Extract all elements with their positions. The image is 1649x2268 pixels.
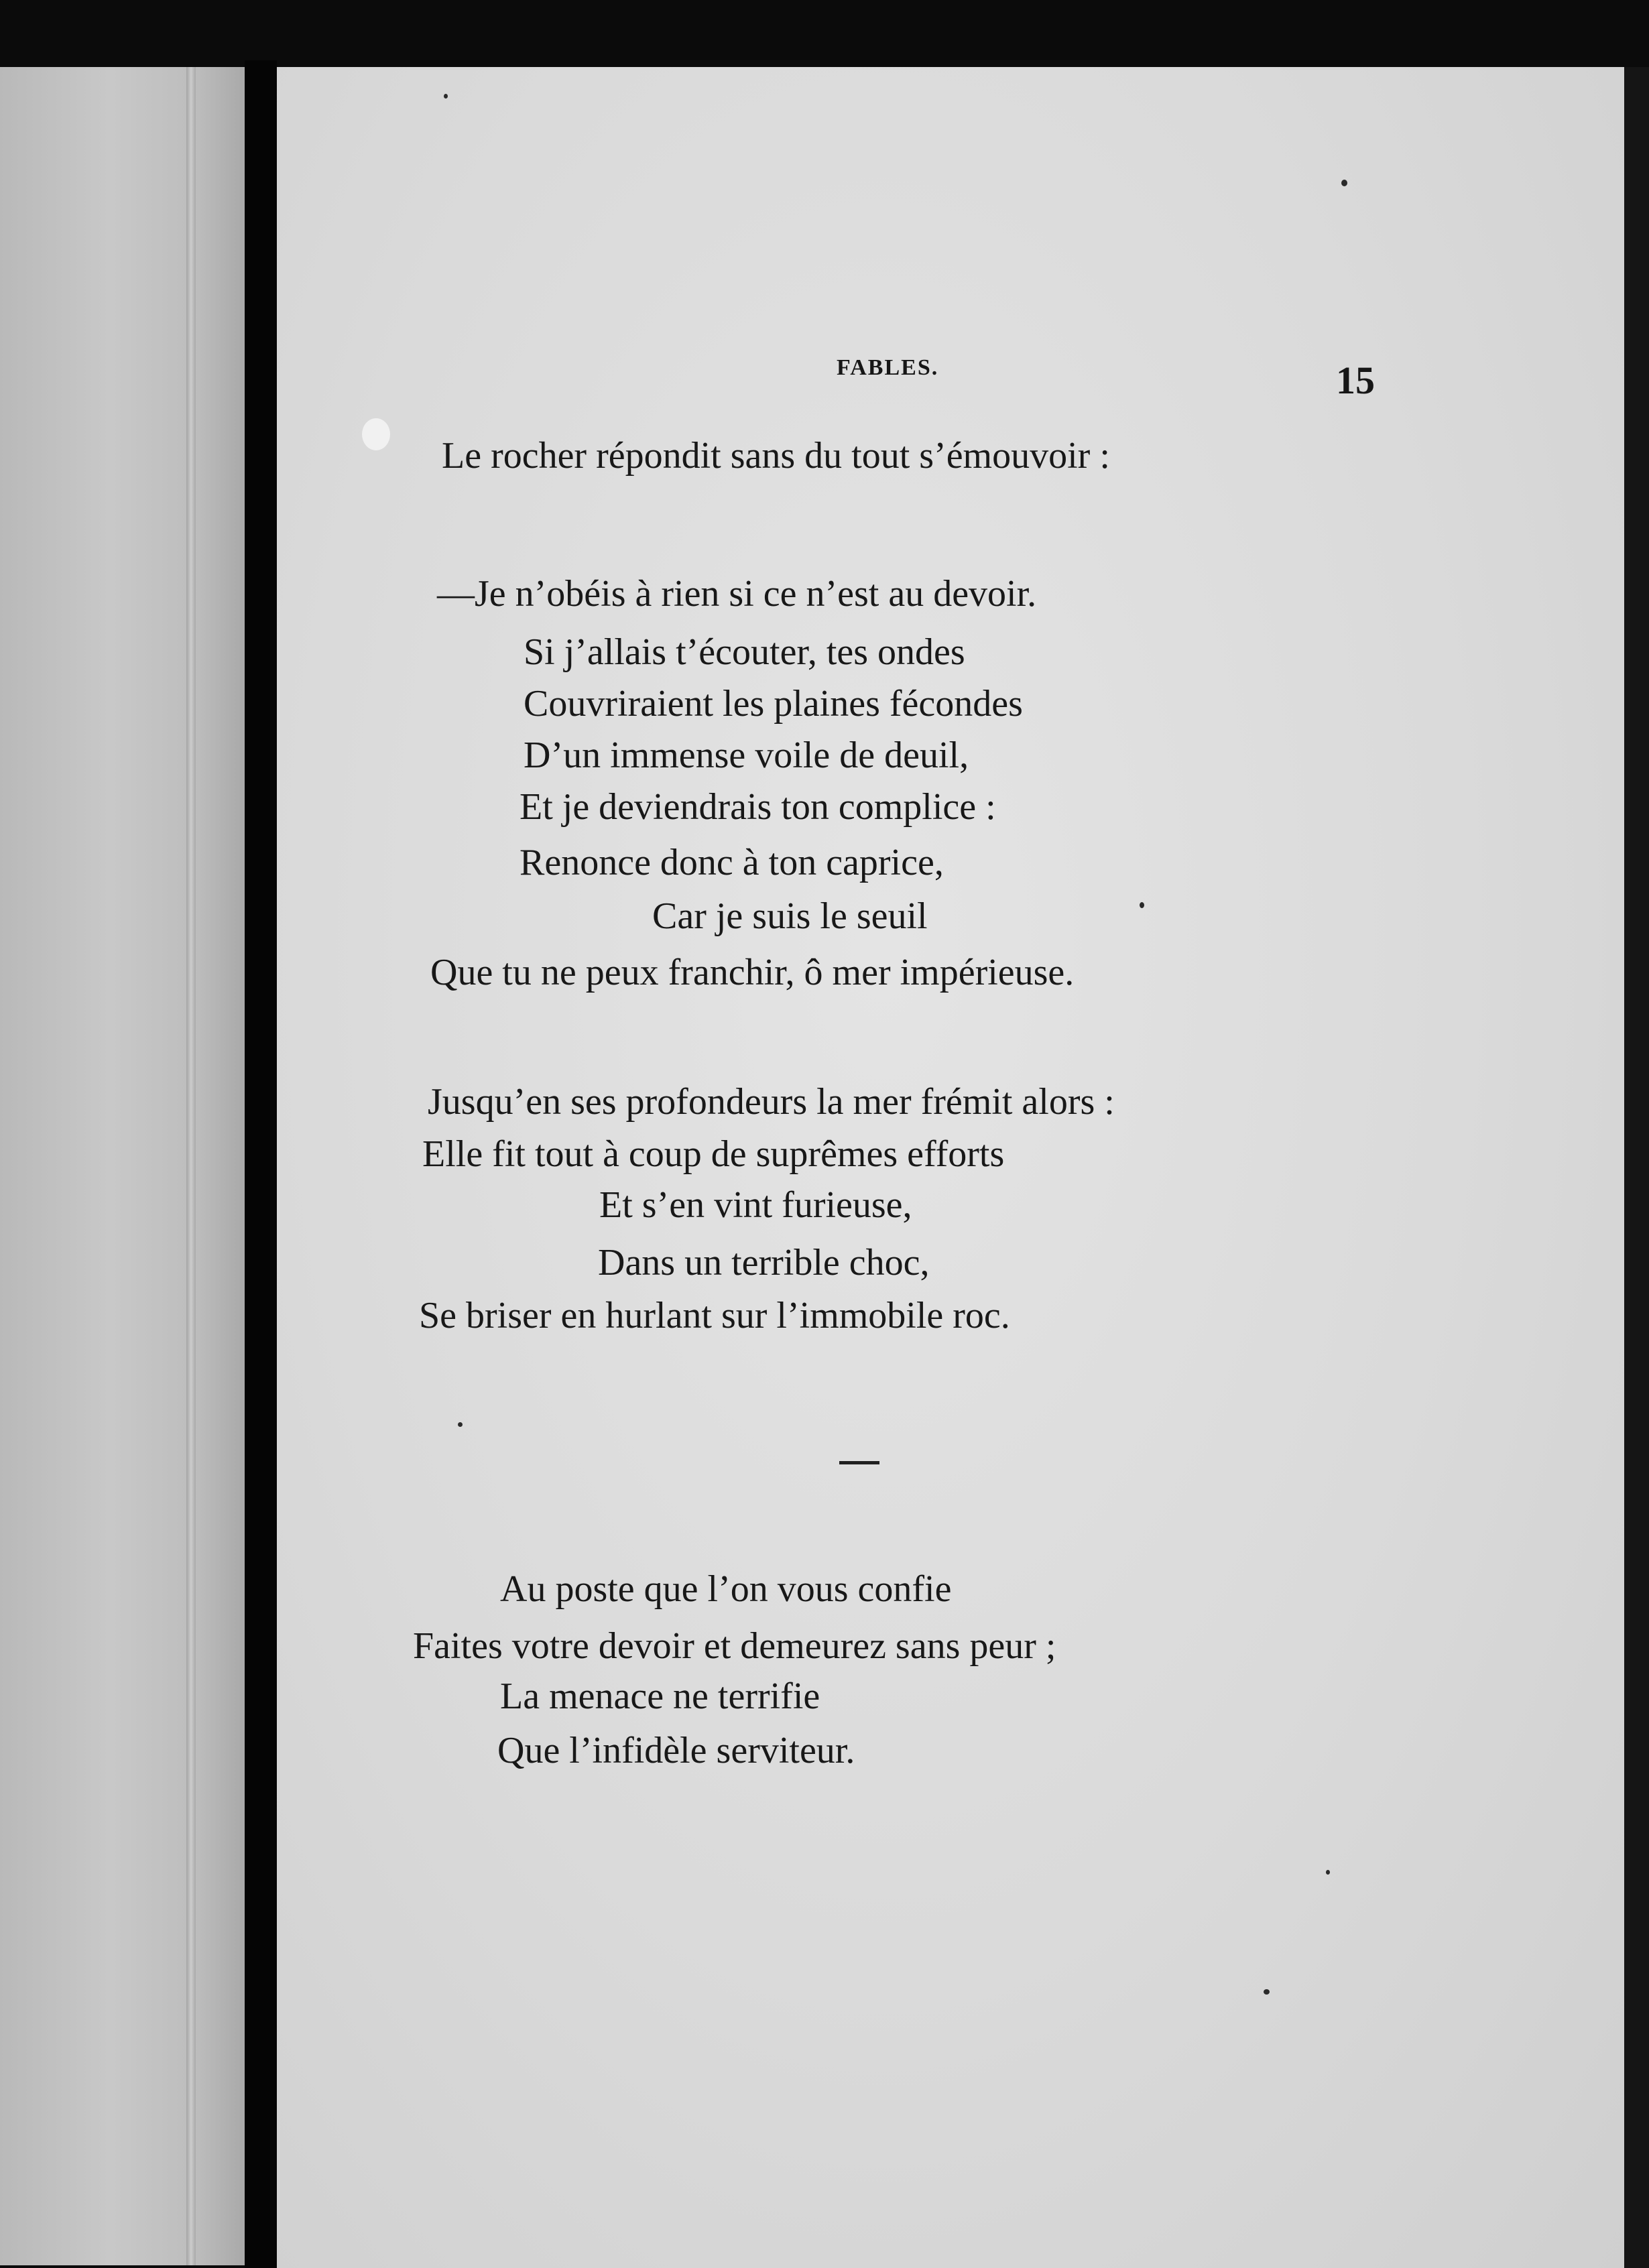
dust-speck <box>444 94 448 99</box>
verse-line: Car je suis le seuil <box>652 895 928 937</box>
scan-border <box>1624 67 1649 2268</box>
verse-line: Renonce donc à ton caprice, <box>520 842 944 883</box>
verse-line: Et je deviendrais ton complice : <box>520 786 996 828</box>
verse-line: Couvriraient les plaines fécondes <box>524 683 1023 724</box>
section-divider <box>839 1461 879 1464</box>
verse-line: —Je n’obéis à rien si ce n’est au devoir. <box>437 573 1037 615</box>
running-title: FABLES. <box>837 355 939 380</box>
dust-speck <box>1264 1989 1270 1995</box>
page-fold-shadow <box>186 67 196 2265</box>
verse-line: La menace ne terrifie <box>500 1676 820 1717</box>
dust-speck <box>1326 1870 1330 1875</box>
verse-line: Dans un terrible choc, <box>598 1242 930 1283</box>
verse-line: Que tu ne peux franchir, ô mer impérieuse. <box>430 952 1075 993</box>
page-number: 15 <box>1336 359 1375 402</box>
book-gutter <box>245 60 277 2268</box>
verse-line: D’un immense voile de deuil, <box>524 735 969 776</box>
verse-line: Au poste que l’on vous confie <box>500 1568 952 1610</box>
verse-line: Se briser en hurlant sur l’immobile roc. <box>419 1295 1010 1336</box>
dust-speck <box>1140 902 1144 908</box>
dust-speck <box>1341 180 1347 186</box>
dust-speck <box>458 1422 463 1427</box>
verse-line: Et s’en vint furieuse, <box>599 1184 912 1226</box>
verse-line: Jusqu’en ses profondeurs la mer frémit alors : <box>428 1081 1115 1123</box>
verse-line: Si j’allais t’écouter, tes ondes <box>524 631 965 673</box>
verse-line: Le rocher répondit sans du tout s’émouvoir : <box>442 435 1110 477</box>
paper-blemish <box>362 418 390 450</box>
verse-line: Elle fit tout à coup de suprêmes efforts <box>422 1133 1005 1175</box>
verse-line: Que l’infidèle serviteur. <box>497 1730 855 1771</box>
verse-line: Faites votre devoir et demeurez sans peur ; <box>413 1625 1056 1667</box>
facing-page-edge <box>0 67 245 2265</box>
